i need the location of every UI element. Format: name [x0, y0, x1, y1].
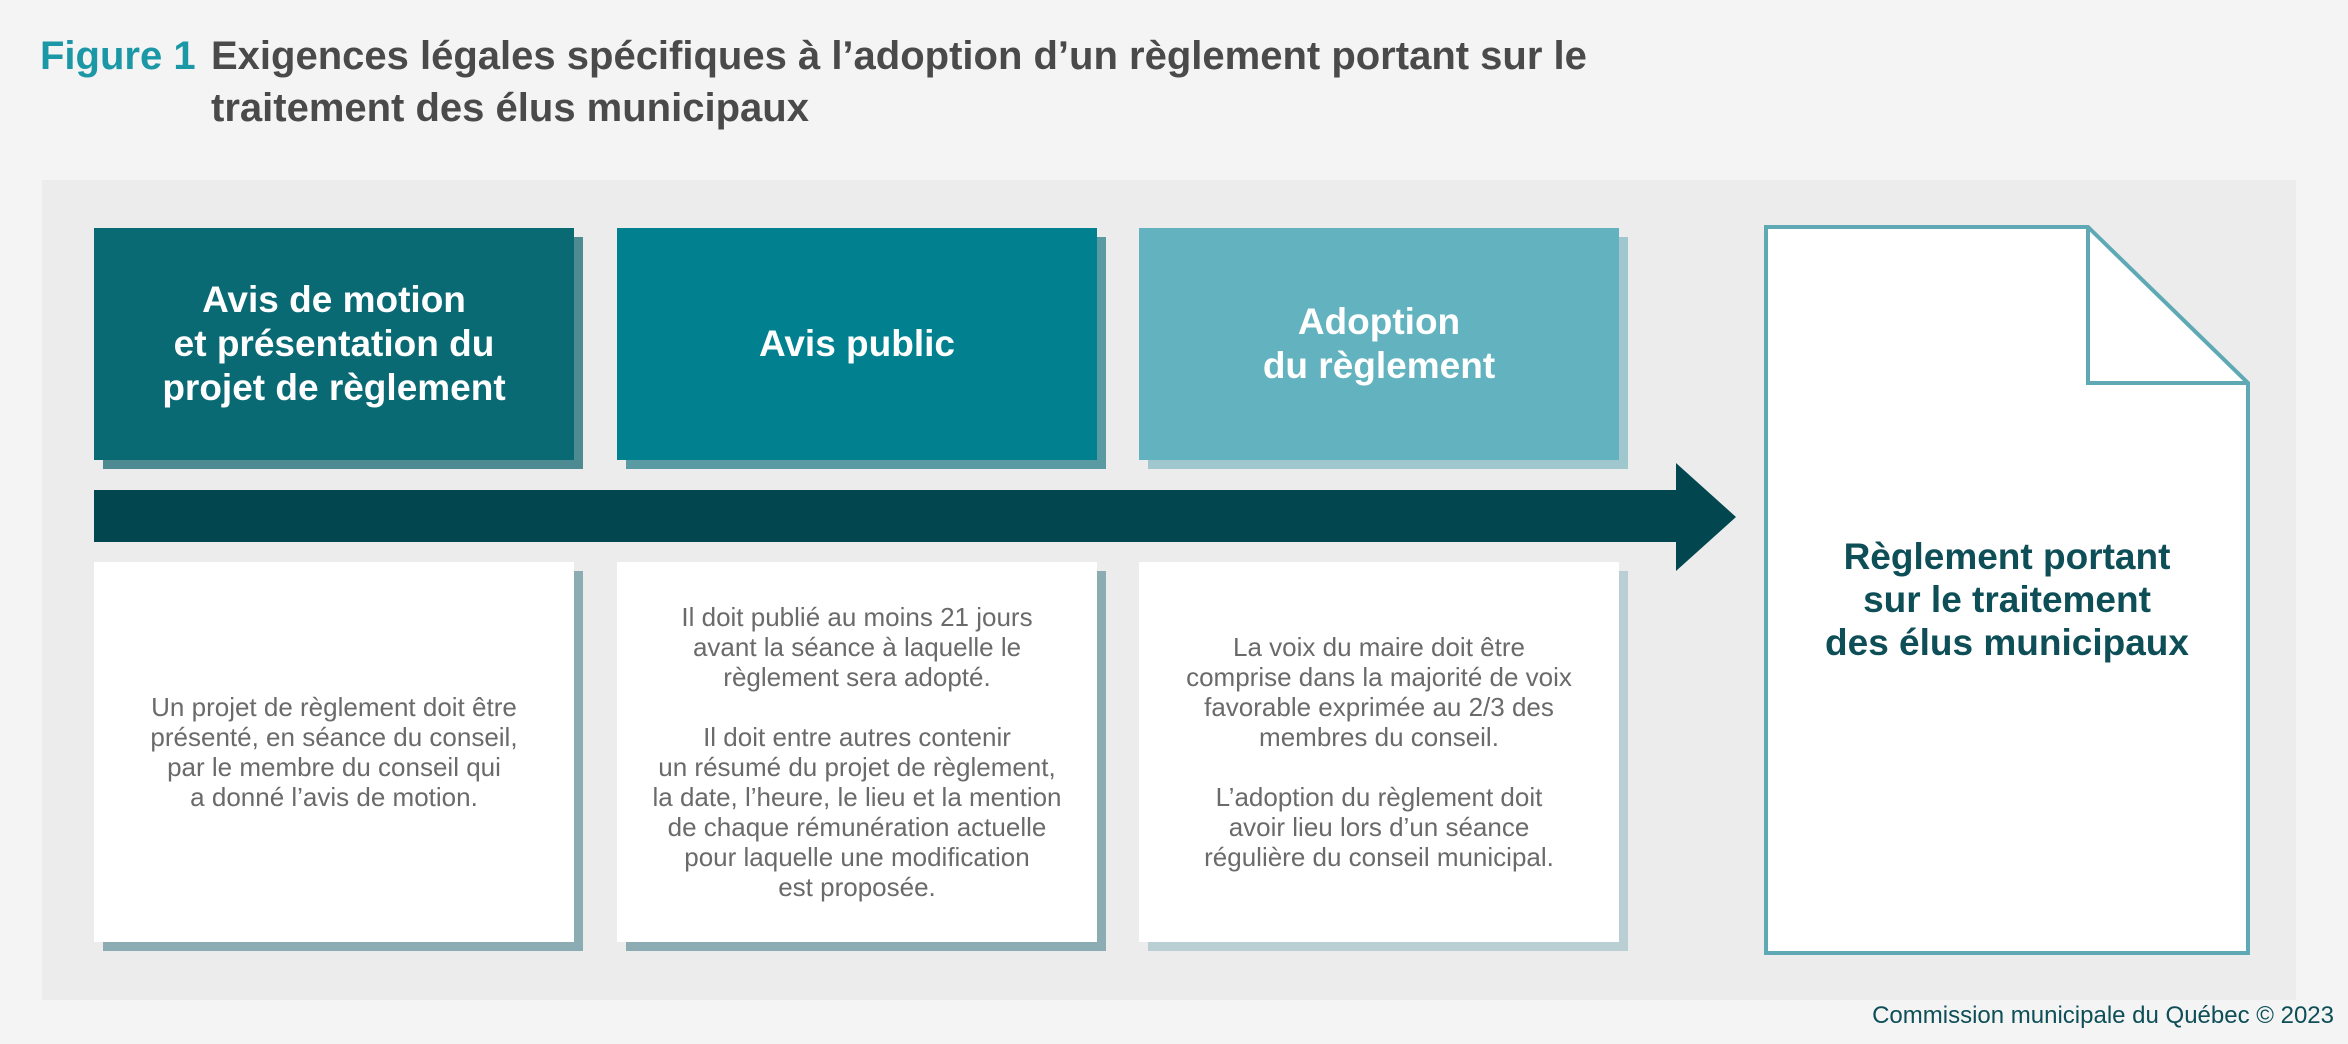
step-3-description-box: [1139, 562, 1619, 942]
timeline-arrow-shaft: [94, 490, 1678, 542]
timeline-arrow-head: [1676, 463, 1736, 571]
credit-line: Commission municipale du Québec © 2023: [1872, 1002, 2334, 1029]
step-1-description: Un projet de règlement doit être présenté, en séance du conseil, par le membre du conseil qui a donné l’avis de motion.: [150, 692, 518, 812]
figure-title: Exigences légales spécifiques à l’adoption d’un règlement portant sur le traitement des élus municipaux: [211, 34, 1587, 130]
step-2-description: Il doit publié au moins 21 jours avant la séance à laquelle le règlement sera adopté. Il doit entre autres contenir un résumé du projet de règlement, la date, l’heure, le lieu et la mention de chaque rémunération actuelle pour laquelle une modification est proposée.: [652, 602, 1062, 902]
result-document-title: Règlement portant sur le traitement des élus municipaux: [1825, 536, 2189, 663]
step-3-description: La voix du maire doit être comprise dans la majorité de voix favorable exprimée au 2/3 des membres du conseil. L’adoption du règlement doit avoir lieu lors d’un séance régulière du conseil municipal.: [1186, 632, 1572, 872]
step-2-description-box: [617, 562, 1097, 942]
step-2-header: [617, 228, 1097, 460]
step-1-title: Avis de motion et présentation du projet de règlement: [162, 279, 506, 408]
figure-label: Figure 1: [40, 34, 196, 78]
step-1-description-box: [94, 562, 574, 942]
step-2-title: Avis public: [758, 323, 955, 364]
step-3-header: [1139, 228, 1619, 460]
step-3-title: Adoption du règlement: [1262, 301, 1496, 386]
step-1-header: [94, 228, 574, 460]
